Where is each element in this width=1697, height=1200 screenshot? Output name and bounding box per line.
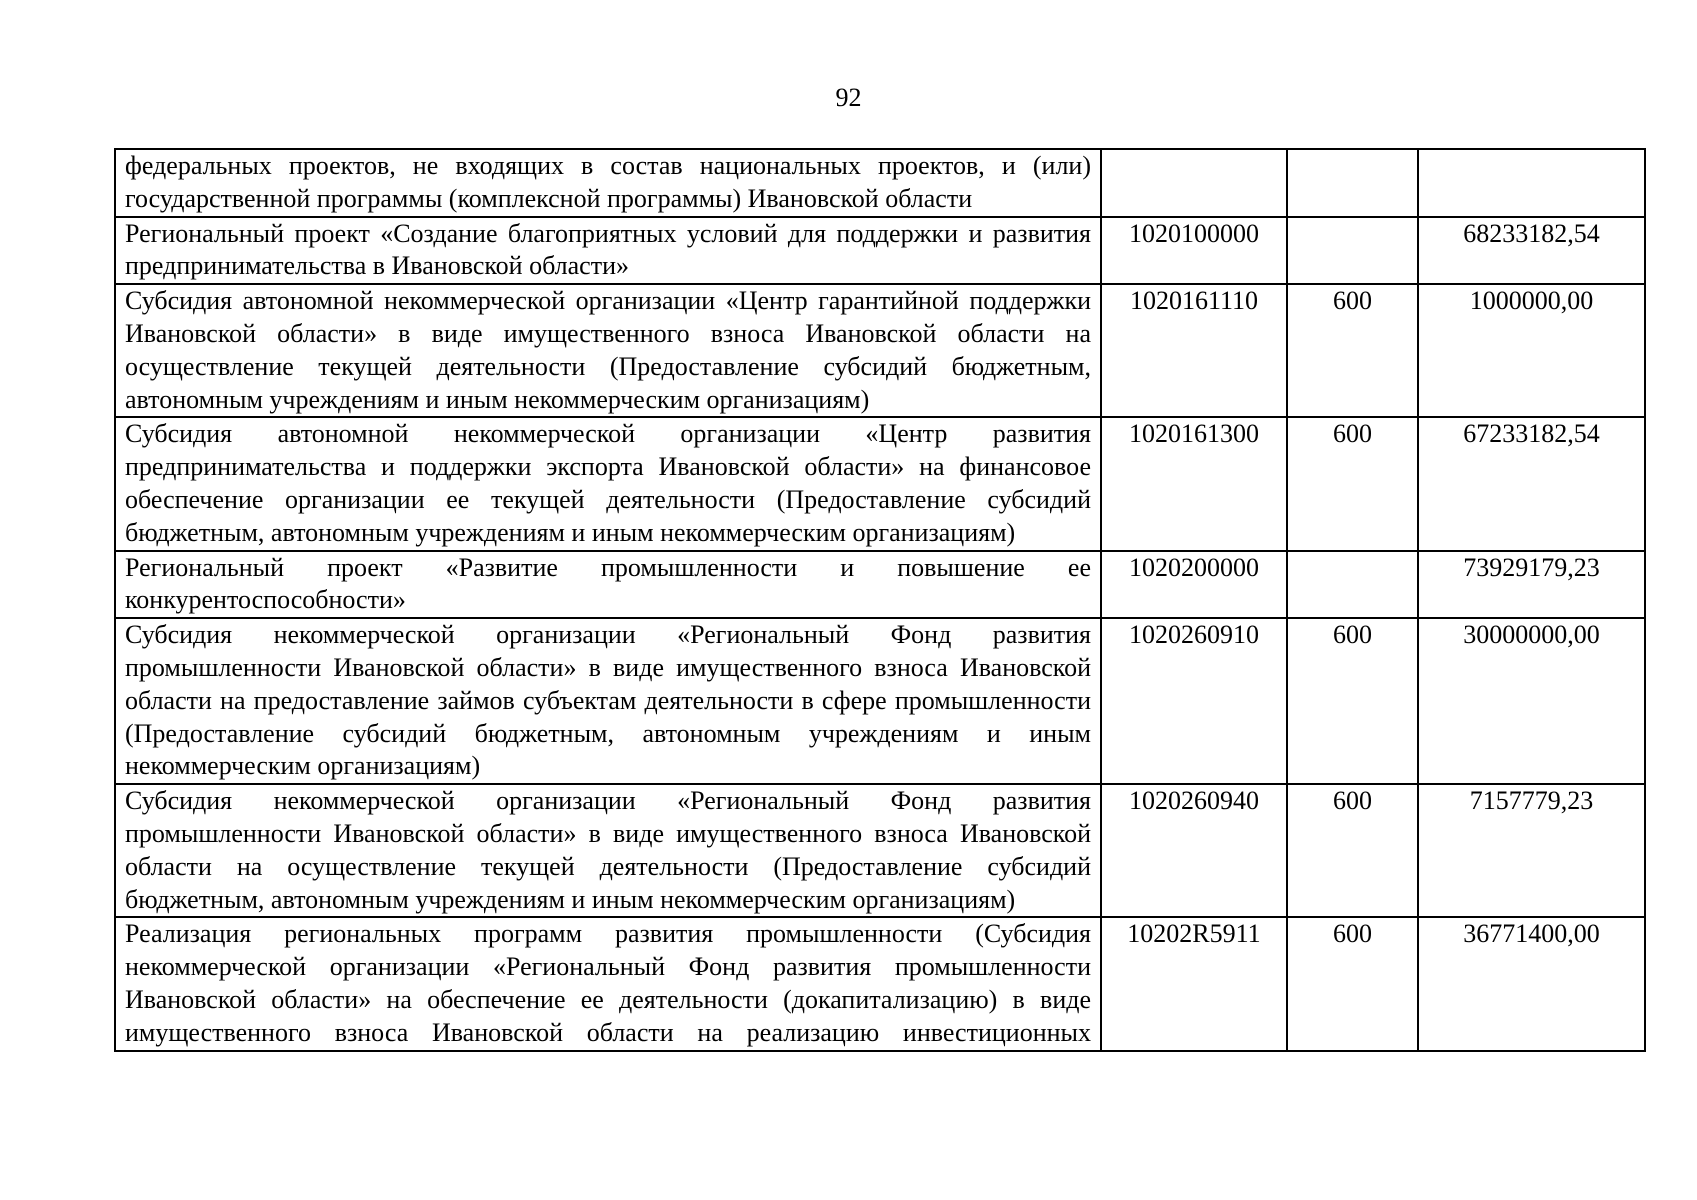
budget-table [114, 148, 1646, 1052]
expense-type: 600 [1287, 417, 1418, 550]
expense-type [1287, 551, 1418, 619]
table-row [115, 284, 1645, 417]
table-row [115, 784, 1645, 917]
target-code: 1020260940 [1101, 784, 1287, 917]
item-name: Региональный проект «Создание благоприятных условий для поддержки и развития предпринимательства в Ивановской области» [115, 217, 1101, 285]
target-code: 1020100000 [1101, 217, 1287, 285]
target-code [1101, 149, 1287, 217]
amount: 73929179,23 [1418, 551, 1645, 619]
table-row [115, 417, 1645, 550]
item-name: Субсидия автономной некоммерческой организации «Центр развития предпринимательства и поддержки экспорта Ивановской области» на финансовое обеспечение организации ее текущей деятельности (Предоставление субсидий бюджетным, автономным учреждениям и иным некоммерческим организациям) [115, 417, 1101, 550]
item-name: Реализация региональных программ развития промышленности (Субсидия некоммерческой организации «Региональный Фонд развития промышленности Ивановской области» на обеспечение ее деятельности (докапитализацию) в виде имущественного взноса Ивановской области на реализацию инвестиционных [115, 917, 1101, 1050]
table-row [115, 551, 1645, 619]
target-code: 10202R5911 [1101, 917, 1287, 1050]
expense-type: 600 [1287, 784, 1418, 917]
item-name: федеральных проектов, не входящих в состав национальных проектов, и (или) государственной программы (комплексной программы) Ивановской области [115, 149, 1101, 217]
page-number: 92 [835, 83, 862, 112]
amount: 67233182,54 [1418, 417, 1645, 550]
table-row [115, 217, 1645, 285]
item-name: Субсидия некоммерческой организации «Региональный Фонд развития промышленности Ивановской области» в виде имущественного взноса Ивановской области на осуществление текущей деятельности (Предоставление субсидий бюджетным, автономным учреждениям и иным некоммерческим организациям) [115, 784, 1101, 917]
expense-type: 600 [1287, 618, 1418, 784]
expense-type [1287, 149, 1418, 217]
item-name: Региональный проект «Развитие промышленности и повышение ее конкурентоспособности» [115, 551, 1101, 619]
table-row [115, 149, 1645, 217]
item-name: Субсидия некоммерческой организации «Региональный Фонд развития промышленности Ивановской области» в виде имущественного взноса Ивановской области на предоставление займов субъектам деятельности в сфере промышленности (Предоставление субсидий бюджетным, автономным учреждениям и иным некоммерческим организациям) [115, 618, 1101, 784]
expense-type: 600 [1287, 284, 1418, 417]
target-code: 1020161110 [1101, 284, 1287, 417]
amount: 1000000,00 [1418, 284, 1645, 417]
target-code: 1020260910 [1101, 618, 1287, 784]
target-code: 1020200000 [1101, 551, 1287, 619]
item-name: Субсидия автономной некоммерческой организации «Центр гарантийной поддержки Ивановской области» в виде имущественного взноса Ивановской области на осуществление текущей деятельности (Предоставление субсидий бюджетным, автономным учреждениям и иным некоммерческим организациям) [115, 284, 1101, 417]
amount: 7157779,23 [1418, 784, 1645, 917]
amount: 36771400,00 [1418, 917, 1645, 1050]
target-code: 1020161300 [1101, 417, 1287, 550]
table-row [115, 618, 1645, 784]
amount: 30000000,00 [1418, 618, 1645, 784]
amount: 68233182,54 [1418, 217, 1645, 285]
table-row [115, 917, 1645, 1050]
expense-type [1287, 217, 1418, 285]
expense-type: 600 [1287, 917, 1418, 1050]
amount [1418, 149, 1645, 217]
